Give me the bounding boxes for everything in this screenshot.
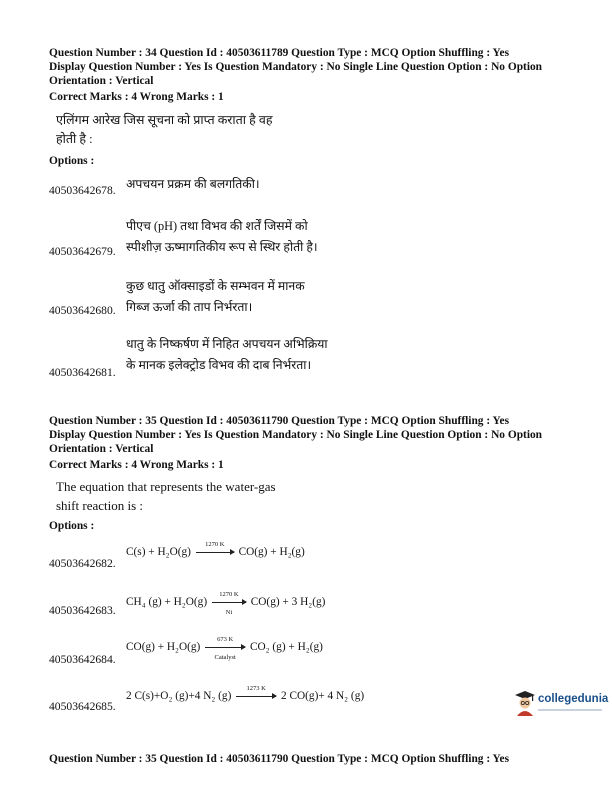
equation-lhs: 2 C(s)+O₂ (g)+4 N₂ (g) <box>126 690 232 702</box>
equation-rhs: 2 CO(g)+ 4 N₂ (g) <box>281 690 365 702</box>
q35-question-line2: shift reaction is : <box>56 498 144 513</box>
q34-option-4-line2: के मानक इलेक्ट्रोड विभव की दाब निर्भरता। <box>126 358 312 372</box>
q35-meta-line1: Question Number : 35 Question Id : 40503611790 Question Type : MCQ Option Shuffling : Yes <box>49 415 509 427</box>
q35-option-equation-2 <box>126 591 326 617</box>
q34-option-text-3 <box>126 276 305 318</box>
q34-option-id-4: 40503642681. <box>49 366 116 379</box>
reaction-arrow-icon <box>212 591 246 617</box>
q35-option-id-4: 40503642685. <box>49 700 116 713</box>
equation-rhs: CO(g) + H₂(g) <box>238 546 305 558</box>
q35-options-label: Options : <box>49 520 95 532</box>
equation-lhs: CH₄ (g) + H₂O(g) <box>126 596 208 608</box>
next-question-meta-line1: Question Number : 35 Question Id : 40503611790 Question Type : MCQ Option Shuffling : Yes <box>49 753 509 765</box>
q34-option-text-2 <box>126 216 318 258</box>
q34-meta-line2: Display Question Number : Yes Is Question Mandatory : No Single Line Question Option : No Option <box>49 61 543 73</box>
q34-option-2-line1: पीएच (pH) तथा विभव की शर्तें जिसमें को <box>126 219 308 233</box>
q35-question-line1: The equation that represents the water-gas <box>56 479 276 494</box>
arrow-condition-below: Ni <box>225 609 233 617</box>
q34-option-2-line2: स्पीशीज़ ऊष्मागतिकीय रूप से स्थिर होती है। <box>126 240 318 254</box>
q35-option-id-1: 40503642682. <box>49 557 116 570</box>
q35-meta-line2: Display Question Number : Yes Is Question Mandatory : No Single Line Question Option : No Option <box>49 429 543 441</box>
q34-option-1-line1: अपचयन प्रक्रम की बलगतिकी। <box>126 177 260 191</box>
q34-option-id-1: 40503642678. <box>49 184 116 197</box>
q35-option-id-2: 40503642683. <box>49 604 116 617</box>
equation-lhs: C(s) + H₂O(g) <box>126 546 191 558</box>
q34-option-text-4 <box>126 334 328 376</box>
q34-option-4-line1: धातु के निष्कर्षण में निहित अपचयन अभिक्रिया <box>126 337 328 351</box>
q35-option-id-3: 40503642684. <box>49 653 116 666</box>
reaction-arrow-icon <box>205 636 245 662</box>
equation-rhs: CO(g) + 3 H₂(g) <box>250 596 326 608</box>
q35-option-equation-3 <box>126 636 323 662</box>
reaction-arrow-icon <box>196 541 234 553</box>
q34-meta-line3: Orientation : Vertical <box>49 75 154 87</box>
arrow-condition-above: 1270 K <box>205 541 225 549</box>
logo-tagline <box>538 709 602 711</box>
q34-question-line2: होती है : <box>56 132 93 146</box>
q34-question-text <box>56 111 272 149</box>
arrow-condition-above: 673 K <box>217 636 234 644</box>
q35-meta-line3: Orientation : Vertical <box>49 443 154 455</box>
q34-option-id-3: 40503642680. <box>49 304 116 317</box>
equation-rhs: CO₂ (g) + H₂(g) <box>249 641 323 653</box>
q35-question-text <box>56 477 276 515</box>
collegedunia-logo <box>514 690 609 720</box>
q35-option-equation-4 <box>126 685 365 702</box>
q34-option-3-line2: गिब्ज ऊर्जा की ताप निर्भरता। <box>126 300 253 314</box>
q34-option-3-line1: कुछ धातु ऑक्साइडों के सम्भवन में मानक <box>126 279 305 293</box>
arrow-condition-above: 1273 K <box>246 685 266 693</box>
arrow-condition-below: Catalyst <box>214 654 236 662</box>
arrow-condition-above: 1270 K <box>219 591 239 599</box>
q34-marks: Correct Marks : 4 Wrong Marks : 1 <box>49 91 224 103</box>
q35-marks: Correct Marks : 4 Wrong Marks : 1 <box>49 459 224 471</box>
q34-option-text-1 <box>126 174 260 195</box>
student-avatar-icon <box>514 690 536 716</box>
q34-options-label: Options : <box>49 155 95 167</box>
q35-option-equation-1 <box>126 541 305 558</box>
logo-brand-text: collegedunia <box>538 693 609 705</box>
q34-meta-line1: Question Number : 34 Question Id : 40503611789 Question Type : MCQ Option Shuffling : Yes <box>49 47 509 59</box>
q34-question-line1: एलिंगम आरेख जिस सूचना को प्राप्त कराता है वह <box>56 113 273 127</box>
equation-lhs: CO(g) + H₂O(g) <box>126 641 201 653</box>
q34-option-id-2: 40503642679. <box>49 245 116 258</box>
reaction-arrow-icon <box>236 685 276 697</box>
